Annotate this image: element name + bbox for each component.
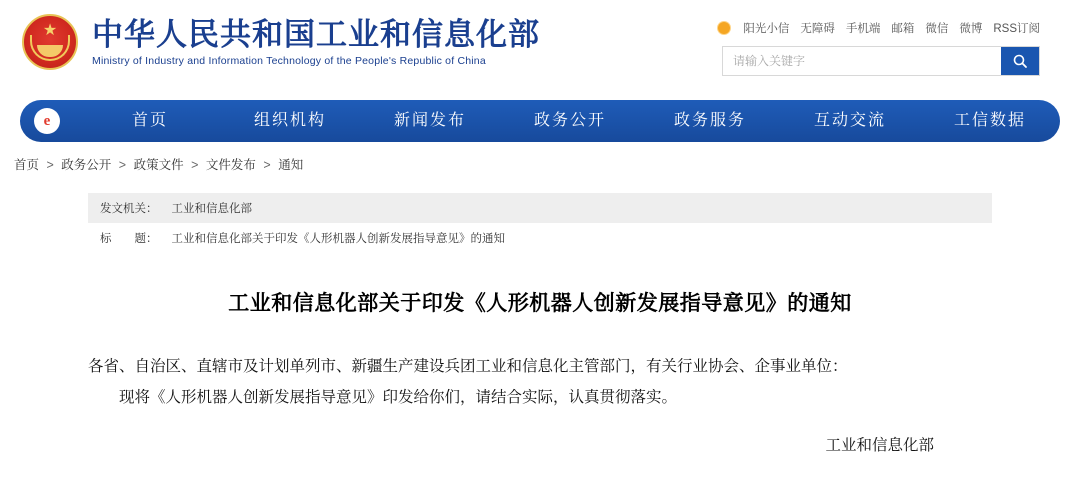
doc-meta-issuer bbox=[88, 193, 992, 223]
breadcrumb-separator: > bbox=[46, 158, 54, 172]
nav-item-home[interactable]: 首页 bbox=[131, 112, 168, 129]
document-body bbox=[88, 351, 992, 413]
main-nav-wrapper bbox=[0, 100, 1080, 142]
header-right bbox=[718, 14, 1040, 76]
document-paragraph: 各省、自治区、直辖市及计划单列市、新疆生产建设兵团工业和信息化主管部门，有关行业协会、企事业单位： bbox=[88, 358, 848, 375]
nav-item-org[interactable]: 组织机构 bbox=[253, 112, 326, 129]
document-title: 工业和信息化部关于印发《人形机器人创新发展指导意见》的通知 bbox=[228, 291, 852, 315]
breadcrumb bbox=[0, 142, 1080, 173]
nav-logo-icon[interactable]: e bbox=[34, 108, 60, 134]
top-link-mail[interactable]: 邮箱 bbox=[891, 23, 915, 35]
top-link-rss[interactable]: RSS订阅 bbox=[993, 23, 1040, 35]
search-icon bbox=[1012, 53, 1028, 69]
top-links bbox=[718, 20, 1040, 36]
nav-item-affairs[interactable]: 政务公开 bbox=[533, 112, 606, 129]
breadcrumb-item-release[interactable]: 文件发布 bbox=[205, 158, 256, 172]
breadcrumb-separator: > bbox=[191, 158, 199, 172]
nav-item-interact[interactable]: 互动交流 bbox=[813, 112, 886, 129]
nav-item-data[interactable]: 工信数据 bbox=[953, 112, 1026, 129]
sun-icon bbox=[718, 22, 730, 34]
breadcrumb-item-current: 通知 bbox=[278, 158, 304, 172]
breadcrumb-separator: > bbox=[263, 158, 271, 172]
top-link-wechat[interactable]: 微信 bbox=[925, 23, 949, 35]
breadcrumb-separator: > bbox=[118, 158, 127, 172]
top-link-mobile[interactable]: 手机端 bbox=[845, 23, 881, 35]
breadcrumb-item-policy[interactable]: 政策文件 bbox=[133, 158, 184, 172]
breadcrumb-item-affairs[interactable]: 政务公开 bbox=[61, 158, 112, 172]
document-signature: 工业和信息化部 bbox=[825, 437, 934, 454]
top-link-sunshine[interactable]: 阳光小信 bbox=[743, 23, 790, 35]
search-box[interactable] bbox=[722, 46, 1040, 76]
document-area bbox=[0, 173, 1080, 455]
top-link-weibo[interactable]: 微博 bbox=[959, 23, 983, 35]
search-button[interactable] bbox=[1001, 47, 1039, 75]
brand-title-cn: 中华人民共和国工业和信息化部 bbox=[92, 16, 540, 52]
search-input[interactable] bbox=[723, 47, 1001, 75]
doc-meta-title-label: 标 题： bbox=[100, 233, 158, 245]
doc-meta-title bbox=[88, 223, 992, 253]
breadcrumb-item-home[interactable]: 首页 bbox=[14, 158, 40, 172]
nav-item-news[interactable]: 新闻发布 bbox=[393, 112, 466, 129]
doc-meta-issuer-label: 发文机关： bbox=[100, 203, 158, 215]
national-emblem-icon: ★ bbox=[22, 14, 78, 70]
brand-title-en: Ministry of Industry and Information Technology of the People's Republic of China bbox=[92, 55, 486, 68]
site-header bbox=[0, 0, 1080, 100]
doc-meta-issuer-value: 工业和信息化部 bbox=[171, 203, 252, 215]
main-nav bbox=[20, 100, 1060, 142]
document-paragraph: 现将《人形机器人创新发展指导意见》印发给你们，请结合实际，认真贯彻落实。 bbox=[119, 389, 678, 406]
site-brand[interactable] bbox=[10, 14, 540, 70]
doc-meta-title-value: 工业和信息化部关于印发《人形机器人创新发展指导意见》的通知 bbox=[171, 233, 505, 245]
nav-item-services[interactable]: 政务服务 bbox=[673, 112, 746, 129]
top-link-accessibility[interactable]: 无障碍 bbox=[800, 23, 835, 35]
